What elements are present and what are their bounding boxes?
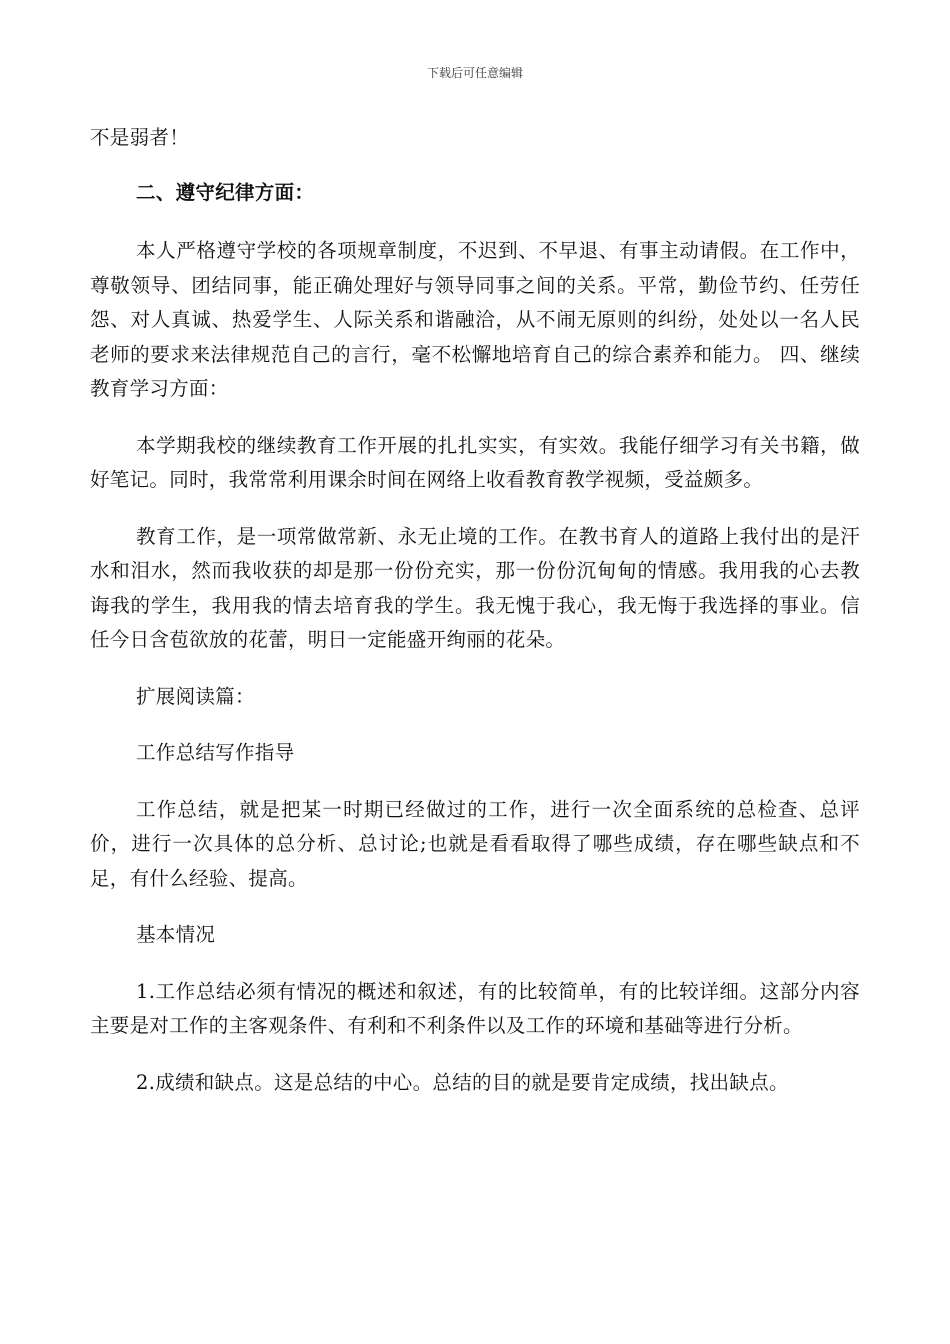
paragraph-continuation: 不是弱者！ bbox=[90, 126, 190, 149]
section-heading-discipline: 二、遵守纪律方面： bbox=[136, 180, 315, 204]
paragraph-continuing-education: 本学期我校的继续教育工作开展的扎扎实实，有实效。我能仔细学习有关书籍，做好笔记。同时，我常常利用课余时间在网络上收看教育教学视频，受益颇多。 bbox=[90, 433, 860, 491]
heading-writing-guide: 工作总结写作指导 bbox=[136, 741, 295, 764]
heading-basic-situation: 基本情况 bbox=[136, 923, 216, 946]
document-body bbox=[90, 121, 860, 1122]
paragraph-summary-definition: 工作总结，就是把某一时期已经做过的工作，进行一次全面系统的总检查、总评价，进行一次具体的总分析、总讨论;也就是看看取得了哪些成绩，存在哪些缺点和不足，有什么经验、提高。 bbox=[90, 797, 860, 890]
paragraph-discipline: 本人严格遵守学校的各项规章制度，不迟到、不早退、有事主动请假。在工作中，尊敬领导、团结同事，能正确处理好与领导同事之间的关系。平常，勤俭节约、任劳任怨、对人真诚、热爱学生、人际关系和谐融洽，从不闹无原则的纠纷，处处以一名人民老师的要求来法律规范自己的言行，毫不松懈地培育自己的综合素养和能力。 四、继续教育学习方面： bbox=[90, 239, 860, 400]
paragraph-item-2: 2.成绩和缺点。这是总结的中心。总结的目的就是要肯定成绩，找出缺点。 bbox=[136, 1070, 789, 1094]
heading-extended-reading: 扩展阅读篇： bbox=[136, 684, 255, 708]
paragraph-item-1: 1.工作总结必须有情况的概述和叙述，有的比较简单，有的比较详细。这部分内容主要是对工作的主客观条件、有利和不利条件以及工作的环境和基础等进行分析。 bbox=[90, 979, 860, 1037]
page-header: 下载后可任意编辑 bbox=[426, 66, 523, 80]
paragraph-education-work: 教育工作，是一项常做常新、永无止境的工作。在教书育人的道路上我付出的是汗水和泪水，然而我收获的却是那一份份充实，那一份份沉甸甸的情感。我用我的心去教诲我的学生，我用我的情去培育我的学生。我无愧于我心，我无悔于我选择的事业。信任今日含苞欲放的花蕾，明日一定能盛开绚丽的花朵。 bbox=[90, 524, 860, 651]
